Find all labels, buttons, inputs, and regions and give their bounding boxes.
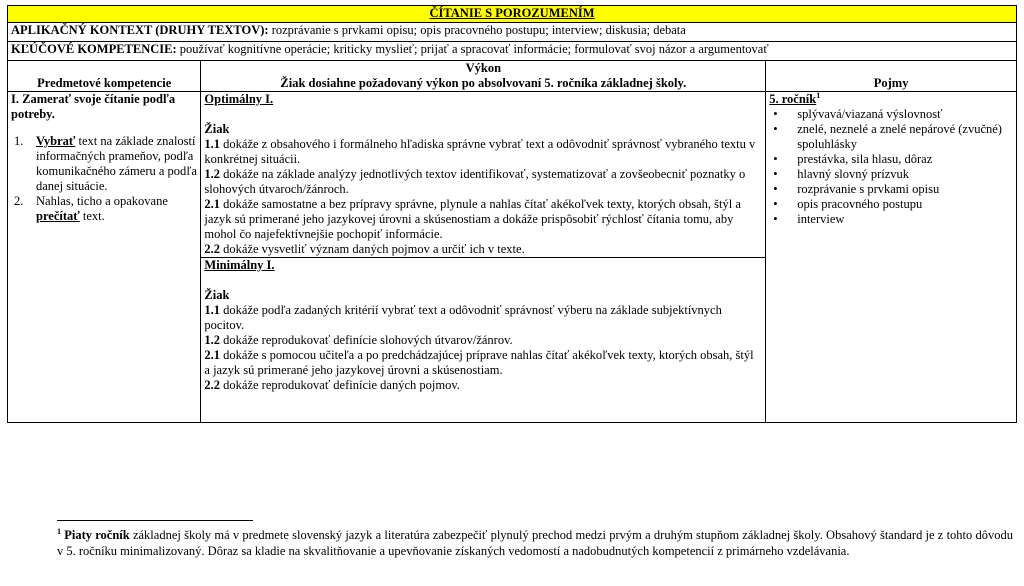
column-header-row	[8, 61, 1017, 92]
document	[7, 5, 1017, 423]
competences-text: používať kognitívne operácie; kriticky myslieť; prijať a spracovať informácie; formulovať svoj názor a argumentovať	[176, 42, 769, 56]
list-item	[769, 182, 1013, 197]
terms-list	[769, 107, 1013, 227]
item-number: 1.	[14, 134, 24, 148]
list-item	[769, 197, 1013, 212]
footnote-separator	[57, 520, 253, 521]
item-text-prefix: Nahlas, ticho a opakovane	[36, 194, 168, 208]
level-item	[204, 137, 762, 167]
item-number: 2.2	[204, 242, 221, 256]
footnote-lead: Piaty	[61, 528, 96, 542]
footnote	[57, 528, 1013, 559]
level-title: Optimálny I.	[204, 92, 274, 106]
item-number: 2.	[14, 194, 24, 208]
level-subject: Žiak	[204, 122, 230, 136]
performance-cell	[201, 92, 766, 423]
level-item	[204, 242, 762, 257]
item-text: text.	[79, 209, 105, 223]
header-subject-competences	[8, 61, 201, 92]
bullet-icon: •	[773, 182, 778, 196]
list-item	[769, 107, 1013, 122]
item-number: 1.1	[204, 303, 221, 317]
header-col2-line1: Výkon	[465, 61, 502, 75]
title-text: ČÍTANIE S POROZUMENÍM	[429, 6, 595, 20]
item-number: 2.1	[204, 197, 221, 211]
curriculum-table	[7, 5, 1017, 423]
terms-cell	[766, 92, 1017, 423]
subject-competences-cell	[8, 92, 201, 423]
item-keyword: prečítať	[36, 209, 80, 223]
item-text: dokáže vysvetliť význam daných pojmov a určiť ich v texte.	[220, 242, 525, 256]
level-item	[204, 303, 762, 333]
level-optimal	[201, 92, 765, 257]
content-row	[8, 92, 1017, 423]
item-number: 1.2	[204, 167, 221, 181]
application-context-row	[8, 23, 1017, 42]
term-text: interview	[797, 212, 845, 226]
header-performance	[201, 61, 766, 92]
item-text: dokáže s pomocou učiteľa a po predchádzajúcej príprave nahlas čítať akékoľvek texty, ktorých obsah, štýl a jazyk sú primerané jeho jazykovej úrovni a skúsenostiam.	[204, 348, 754, 377]
header-col1-text: Predmetové kompetencie	[37, 76, 172, 90]
item-text: text na základe znalostí informačných prameňov, podľa komunikačného zámeru a podľa danej situácie.	[36, 134, 197, 193]
level-minimal	[201, 257, 765, 393]
footnote-mark: 1	[57, 526, 61, 536]
term-text: prestávka, sila hlasu, dôraz	[797, 152, 933, 166]
level-title: Minimálny I.	[204, 258, 275, 272]
level-item	[204, 167, 762, 197]
level-subject: Žiak	[204, 288, 230, 302]
bullet-icon: •	[773, 167, 778, 181]
term-text: rozprávanie s prvkami opisu	[797, 182, 940, 196]
bullet-icon: •	[773, 197, 778, 211]
list-item	[769, 122, 1013, 152]
term-text: splývavá/viazaná výslovnosť	[797, 107, 943, 121]
context-label: APLIKAČNÝ KONTEXT (DRUHY TEXTOV):	[11, 23, 269, 37]
level-item	[204, 378, 762, 393]
bullet-icon: •	[773, 122, 778, 136]
term-text: hlavný slovný prízvuk	[797, 167, 910, 181]
footnote-bold: ročník	[95, 528, 130, 542]
header-col3-text: Pojmy	[873, 76, 909, 90]
item-text: dokáže podľa zadaných kritérií vybrať text a odôvodniť správnosť výberu na základe subjektívnych pocitov.	[204, 303, 722, 332]
header-terms	[766, 61, 1017, 92]
item-number: 2.1	[204, 348, 221, 362]
item-text: dokáže reprodukovať definície slohových útvarov/žánrov.	[220, 333, 513, 347]
list-item	[769, 167, 1013, 182]
bullet-icon: •	[773, 152, 778, 166]
item-text: dokáže samostatne a bez prípravy správne, plynule a nahlas čítať akékoľvek texty, ktorých obsah, štýl a jazyk sú primerané jeho jazykovej úrovni a skúsenostiam a dokáže prispôsobiť rýchlosť čítania tomu, aby mohol čo najefektívnejšie pochopiť informácie.	[204, 197, 741, 241]
competences-label: KĽÚČOVÉ KOMPETENCIE:	[11, 42, 177, 56]
footnote-text: základnej školy má v predmete slovenský jazyk a literatúra zabezpečiť plynulý prechod medzi prvým a druhým stupňom základnej školy. Obsahový štandard je z tohto dôvodu v 5. ročníku minimalizovaný. Dôraz sa kladie na skvalitňovanie a upevňovanie získaných vedomostí a nadobudnutých kompetencií z primárneho vzdelávania.	[57, 528, 1013, 558]
bullet-icon: •	[773, 212, 778, 226]
list-item	[11, 134, 197, 194]
competence-list	[11, 134, 197, 224]
level-item	[204, 333, 762, 348]
key-competences-row	[8, 42, 1017, 61]
list-item	[769, 152, 1013, 167]
item-number: 1.1	[204, 137, 221, 151]
header-col2-line2: Žiak dosiahne požadovaný výkon po absolvovaní 5. ročníka základnej školy.	[280, 76, 687, 90]
level-item	[204, 197, 762, 242]
level-item	[204, 348, 762, 378]
table-title	[8, 6, 1017, 23]
item-text: dokáže z obsahového i formálneho hľadiska správne vybrať text a odôvodniť správnosť vybraného textu v konkrétnej situácii.	[204, 137, 756, 166]
context-text: rozprávanie s prvkami opisu; opis pracovného postupu; interview; diskusia; debata	[268, 23, 686, 37]
term-text: opis pracovného postupu	[797, 197, 923, 211]
grade-heading	[769, 92, 1013, 107]
list-item	[11, 194, 197, 224]
item-text: dokáže na základe analýzy jednotlivých textov identifikovať, systematizovať a zovšeobecniť poznatky o slohových útvaroch/žánroch.	[204, 167, 746, 196]
footnote-reference: 1	[816, 90, 821, 100]
term-text: znelé, neznelé a znelé nepárové (zvučné) spoluhlásky	[797, 122, 1002, 151]
list-item	[769, 212, 1013, 227]
item-keyword: Vybrať	[36, 134, 76, 148]
grade-label: 5. ročník	[769, 92, 817, 106]
item-text: dokáže reprodukovať definície daných pojmov.	[220, 378, 460, 392]
item-number: 2.2	[204, 378, 221, 392]
competence-heading: I. Zamerať svoje čítanie podľa potreby.	[11, 92, 176, 121]
bullet-icon: •	[773, 107, 778, 121]
item-number: 1.2	[204, 333, 221, 347]
